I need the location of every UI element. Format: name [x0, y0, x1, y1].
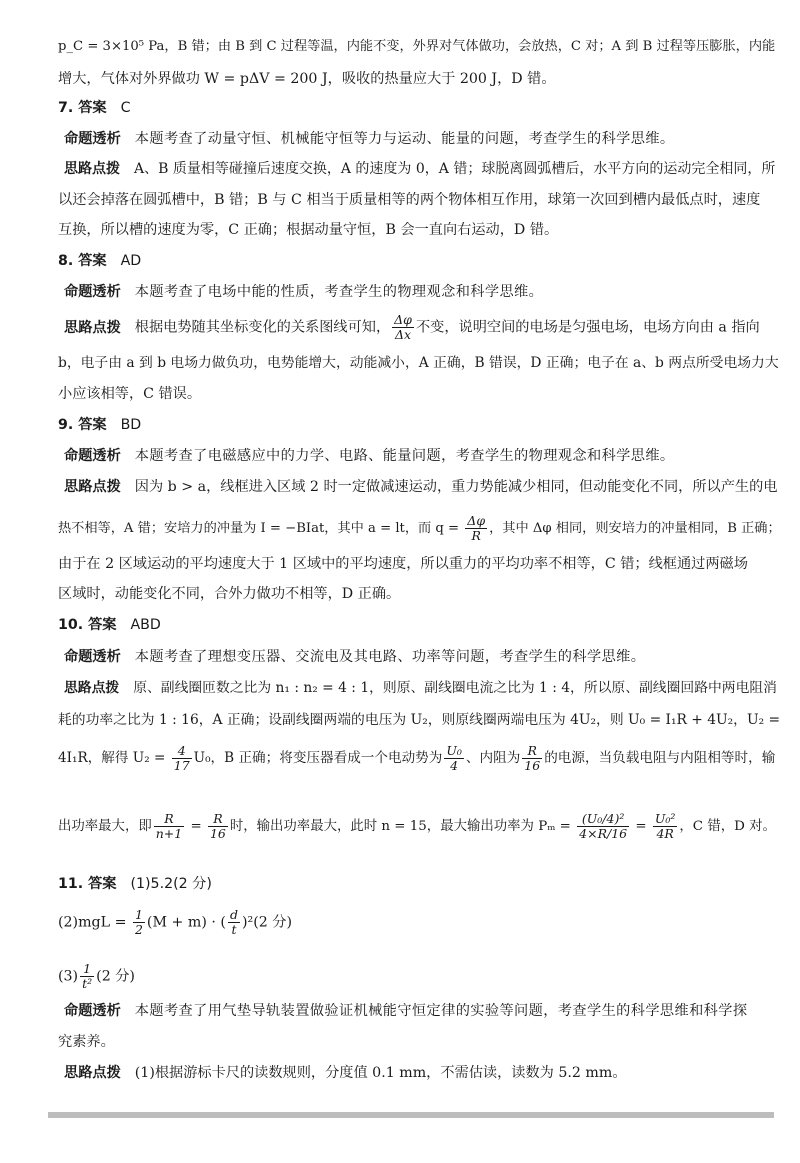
q7-number: 7. 答案 — [58, 100, 107, 116]
analysis-label: 命题透析 — [64, 649, 121, 665]
fraction: $\frac{d}{t}$ — [229, 907, 238, 937]
analysis-label: 命题透析 — [64, 284, 121, 300]
q9-number: 9. 答案 — [58, 417, 107, 433]
q11-answer-3: (3) $\frac{1}{\text{t²}}$ (2 分) — [58, 961, 135, 991]
q10-analysis: 命题透析 本题考查了理想变压器、交流电及其电路、功率等问题，考查学生的科学思维。 — [64, 649, 646, 665]
q8-answer: AD — [120, 253, 142, 269]
fraction: $\frac{1}{2}$ — [134, 907, 143, 937]
fraction: $\frac{R}{16}$ — [209, 811, 226, 841]
fraction: $\frac{\text{U₀}}{4}$ — [446, 743, 462, 773]
tips-label: 思路点拨 — [64, 319, 121, 336]
fraction: $\frac{1}{\text{t²}}$ — [82, 961, 93, 991]
text-line: 由于在 2 区域运动的平均速度大于 1 区域中的平均速度，所以重力的平均功率不相等，C 错；线框通过两磁场 — [58, 556, 748, 572]
q10-tips: 思路点拨 原、副线圈匝数之比为 n₁ : n₂ = 4 : 1，则原、副线圈电流之比为 1 : 4，所以原、副线圈回路中两电阻消 — [64, 680, 777, 696]
fraction: $\frac{R}{n+1}$ — [155, 811, 183, 841]
text-line: p_C = 3×10⁵ Pa，B 错；由 B 到 C 过程等温，内能不变，外界对气体做功，会放热，C 对；A 到 B 过程等压膨胀，内能 — [58, 39, 776, 54]
q10-number: 10. 答案 — [58, 617, 117, 633]
text-line: b，电子由 a 到 b 电场力做负功，电势能增大，动能减小，A 正确，B 错误，D 正确；电子在 a、b 两点所受电场力大 — [58, 355, 779, 371]
text-line: 区域时，动能变化不同，合外力做功不相等，D 正确。 — [58, 586, 401, 602]
fraction: $\frac{\text{U₀²}}{4R}$ — [654, 811, 676, 841]
q11-analysis: 命题透析 本题考查了用气垫导轨装置做验证机械能守恒定律的实验等问题，考查学生的科学思维和科学探 — [64, 1003, 748, 1019]
q9-answer-line — [58, 414, 778, 436]
tips-label: 思路点拨 — [64, 1065, 121, 1081]
text-line: 小应该相等，C 错误。 — [58, 386, 202, 402]
tips-label: 思路点拨 — [64, 161, 120, 177]
q7-answer: C — [120, 100, 131, 116]
q7-analysis: 命题透析 本题考查了动量守恒、机械能守恒等力与运动、能量的问题，考查学生的科学思维。 — [64, 131, 675, 147]
q11-tips: 思路点拨 (1)根据游标卡尺的读数规则，分度值 0.1 mm，不需估读，读数为 5.2 mm。 — [64, 1065, 627, 1081]
analysis-label: 命题透析 — [64, 448, 121, 464]
analysis-label: 命题透析 — [64, 131, 121, 147]
fraction: $\frac{4}{17}$ — [173, 743, 190, 773]
q7-tips: 思路点拨 A、B 质量相等碰撞后速度交换，A 的速度为 0，A 错；球脱离圆弧槽后，水平方向的运动完全相同，所 — [64, 161, 776, 177]
q8-answer-line — [58, 250, 778, 272]
q11-answer-2: (2)mgL = $\frac{1}{2}$ (M + m) · ( $\frac{d}{t}$ )²(2 分) — [58, 907, 292, 937]
q9-analysis: 命题透析 本题考查了电磁感应中的力学、电路、能量问题，考查学生的物理观念和科学思维。 — [64, 448, 675, 464]
q9-answer: BD — [120, 417, 142, 433]
fraction: $\frac{\text{(U₀/4)²}}{4\times R/16}$ — [579, 811, 628, 841]
q10-answer: ABD — [130, 617, 161, 633]
footer-divider — [48, 1112, 774, 1118]
q10-answer-line — [58, 614, 778, 636]
tips-label: 思路点拨 — [64, 479, 121, 495]
q11-answer-line — [58, 873, 778, 895]
text-line: 4I₁R，解得 U₂ = $\frac{4}{17}$ U₀，B 正确；将变压器看成一个电动势为 $\frac{\text{U₀}}{4}$ 、内阻为 $\frac{R}{16}$ 的电源，当负载电阻与内阻相等时，输 — [58, 743, 776, 773]
text-line: 耗的功率之比为 1 : 16，A 正确；设副线圈两端的电压为 U₂，则原线圈两端电压为 4U₂，则 U₀ = I₁R + 4U₂，U₂ = — [58, 712, 781, 728]
q8-tips: 思路点拨 根据电势随其坐标变化的关系图线可知， $\frac{\Delta\varphi}{\Delta x}$ 不变，说明空间的电场是匀强电场，电场方向由 a 指向 — [64, 312, 760, 342]
q11-answer: (1)5.2(2 分) — [130, 876, 212, 892]
text-line: 究素养。 — [58, 1034, 115, 1050]
text-line: 出功率最大，即 $\frac{R}{n+1}$ = $\frac{R}{16}$ 时，输出功率最大，此时 n = 15，最大输出功率为 Pₘ = $\frac{\text{(U₀/4)²}}{4\times R/16}$ = $\frac{\text{U₀²}}{4R}$ ，C 错，D 对。 — [58, 811, 776, 841]
q11-number: 11. 答案 — [58, 876, 117, 892]
text-line: 增大，气体对外界做功 W = pΔV = 200 J，吸收的热量应大于 200 J，D 错。 — [58, 71, 556, 87]
q7-answer-line — [58, 97, 778, 119]
fraction: $\frac{\Delta\varphi}{\Delta x}$ — [394, 312, 412, 342]
analysis-label: 命题透析 — [64, 1003, 121, 1019]
q8-number: 8. 答案 — [58, 253, 107, 269]
q9-tips: 思路点拨 因为 b > a，线框进入区域 2 时一定做减速运动，重力势能减少相同，但动能变化不同，所以产生的电 — [64, 479, 778, 495]
fraction: $\frac{R}{16}$ — [524, 743, 541, 773]
text-line: 以还会掉落在圆弧槽中，B 错；B 与 C 相当于质量相等的两个物体相互作用，球第一次回到槽内最低点时，速度 — [58, 192, 761, 208]
tips-label: 思路点拨 — [64, 680, 120, 696]
text-line: 热不相等，A 错；安培力的冲量为 I = −BIat，其中 a = lt，而 q = $\frac{\Delta\varphi}{R}$ ，其中 Δφ 相同，则安培力的冲量相同，B 正确； — [58, 513, 781, 543]
text-line: 互换，所以槽的速度为零，C 正确；根据动量守恒，B 会一直向右运动，D 错。 — [58, 222, 559, 238]
fraction: $\frac{\Delta\varphi}{R}$ — [467, 513, 486, 543]
q8-analysis: 命题透析 本题考查了电场中能的性质，考查学生的物理观念和科学思维。 — [64, 284, 544, 300]
